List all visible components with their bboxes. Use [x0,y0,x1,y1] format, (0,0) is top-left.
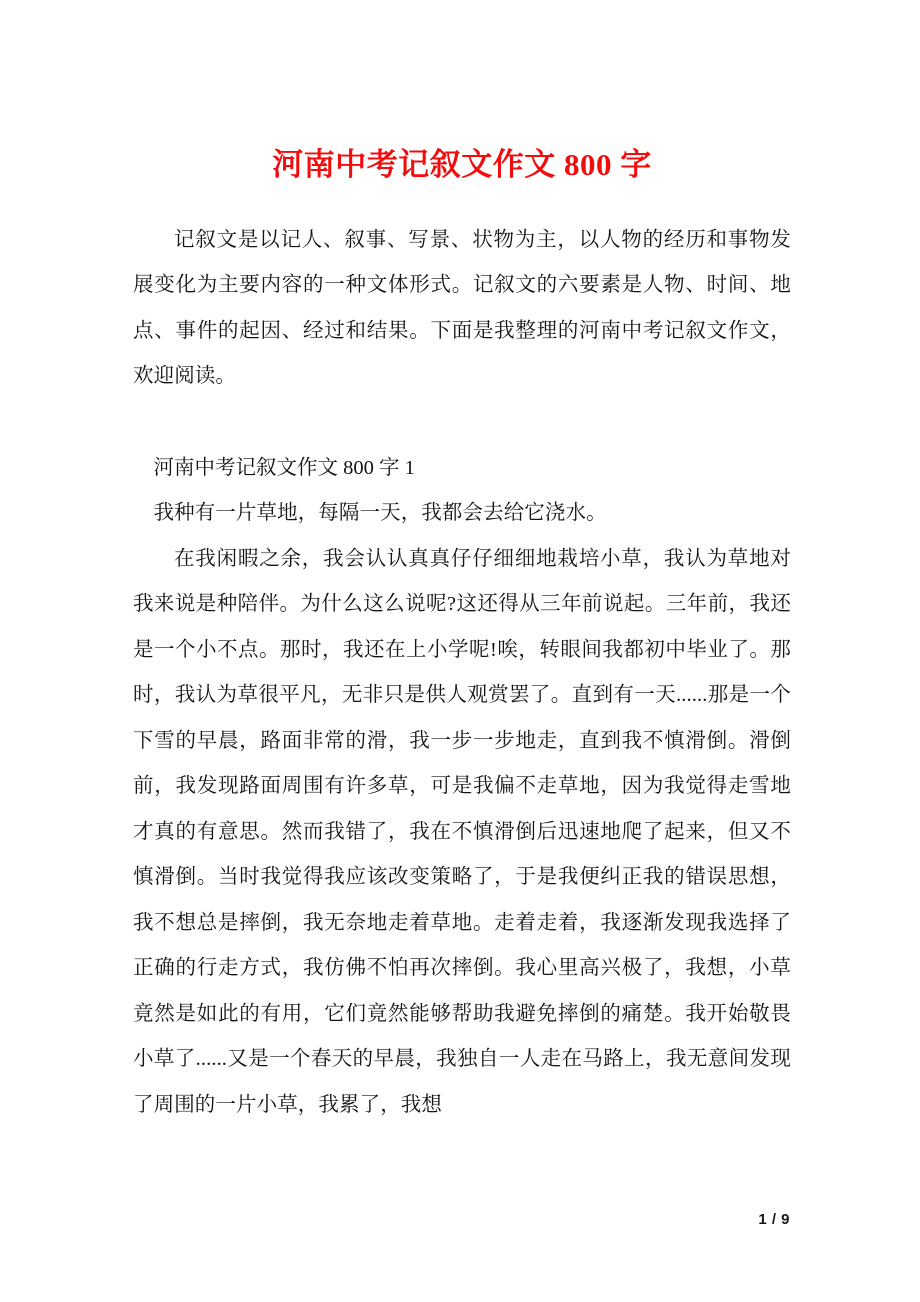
page-title: 河南中考记叙文作文 800 字 [272,147,652,182]
section-heading-1: 河南中考记叙文作文 800 字 1 [153,456,415,479]
paragraph-spacer [133,400,791,446]
intro-paragraph: 记叙文是以记人、叙事、写景、状物为主，以人物的经历和事物发展变化为主要内容的一种文体形式。记叙文的六要素是人物、时间、地点、事件的起因、经过和结果。下面是我整理的河南中考记叙文作文，欢迎阅读。 [133,228,791,388]
section-1-paragraph-1: 我种有一片草地，每隔一天，我都会去给它浇水。 [153,502,607,525]
document-body [133,186,791,1129]
section-1-paragraph-2: 在我闲暇之余，我会认认真真仔仔细细地栽培小草，我认为草地对我来说是种陪伴。为什么这么说呢?这还得从三年前说起。三年前，我还是一个小不点。那时，我还在上小学呢!唉，转眼间我都初中毕业了。那时，我认为草很平凡，无非只是供人观赏罢了。直到有一天......那是一个下雪的早晨，路面非常的滑，我一步一步地走，直到我不慎滑倒。滑倒前，我发现路面周围有许多草，可是我偏不走草地，因为我觉得走雪地才真的有意思。然而我错了，我在不慎滑倒后迅速地爬了起来，但又不慎滑倒。当时我觉得我应该改变策略了，于是我便纠正我的错误思想，我不想总是摔倒，我无奈地走着草地。走着走着，我逐渐发现我选择了正确的行走方式，我仿佛不怕再次摔倒。我心里高兴极了，我想，小草竟然是如此的有用，它们竟然能够帮助我避免摔倒的痛楚。我开始敬畏小草了......又是一个春天的早晨，我独自一人走在马路上，我无意间发现了周围的一片小草，我累了，我想 [133,547,791,1116]
page-content [133,0,791,1128]
page-number-footer: 1 / 9 [758,1211,790,1228]
